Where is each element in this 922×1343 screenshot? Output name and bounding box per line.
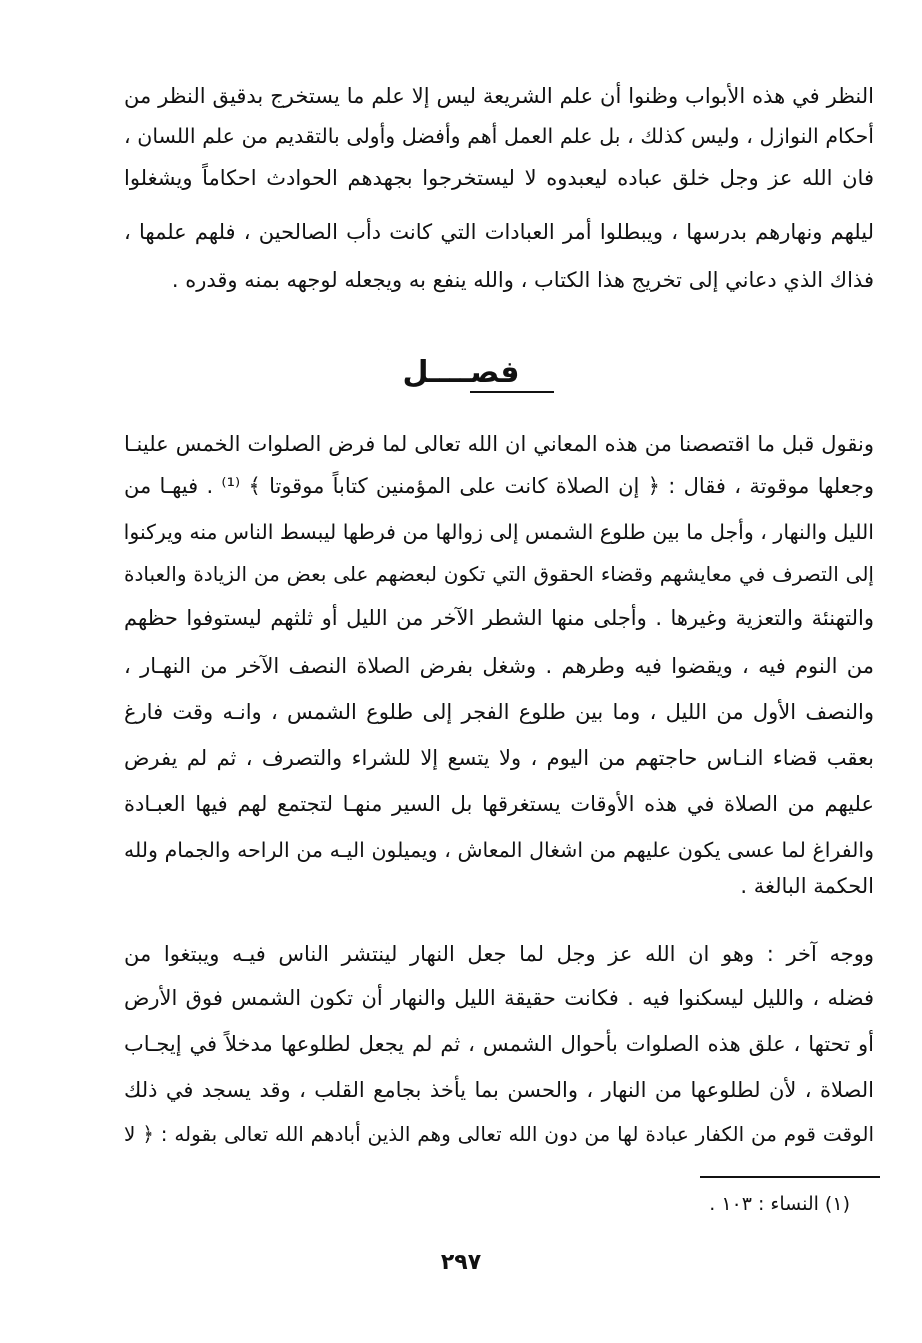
text-line: والتهنئة والتعزية وغيرها . وأجلى منها الشطر الآخر من الليل أو ثلثهم ليستوفوا حظهم	[124, 606, 874, 630]
text-line: أو تحتها ، علق هذه الصلوات بأحوال الشمس ، ثم لم يجعل لطلوعها مدخلاً في إيجـاب	[124, 1032, 874, 1056]
text-line: فذاك الذي دعاني إلى تخريج هذا الكتاب ، والله ينفع به ويجعله لوجهه بمنه وقدره .	[171, 268, 874, 292]
page-number: ٢٩٧	[440, 1250, 482, 1275]
footnote: (١) النساء : ١٠٣ .	[709, 1193, 850, 1215]
text-line: الصلاة ، لأن لطلوعها من النهار ، والحسن بما يأخذ بجامع القلب ، وقد يسجد في ذلك	[124, 1078, 874, 1102]
text-line: من النوم فيه ، ويقضوا فيه وطرهم . وشغل بفرض الصلاة النصف الآخر من النهـار ،	[124, 654, 874, 678]
text-line: إلى التصرف في معايشهم وقضاء الحقوق التي تكون لبعضهم على بعض من الزيادة والعبادة	[124, 562, 874, 586]
text-line: النظر في هذه الأبواب وظنوا أن علم الشريعة ليس إلا علم ما يستخرج بدقيق النظر من	[124, 84, 874, 108]
text-line: بعقب قضاء النـاس حاجتهم من اليوم ، ولا يتسع إلا للشراء والتصرف ، ثم لم يفرض	[124, 746, 874, 770]
text-line: أحكام النوازل ، وليس كذلك ، بل علم العمل أهم وأفضل وأولى بالتقديم من علم اللسان ،	[124, 124, 874, 148]
text-line: الليل والنهار ، وأجل ما بين طلوع الشمس إلى زوالها من فرطها ليبسط الناس منه ويركنوا	[124, 520, 874, 544]
text-line: والنصف الأول من الليل ، وما بين طلوع الفجر إلى طلوع الشمس ، وانـه وقت فارغ	[124, 700, 874, 724]
text-line: الوقت قوم من الكفار عبادة لها من دون الله تعالى وهم الذين أبادهم الله تعالى بقوله : ﴿ لا	[124, 1122, 874, 1146]
footnote-rule	[700, 1176, 880, 1178]
text-line: ووجه آخر : وهو ان الله عز وجل لما جعل النهار لينتشر الناس فيـه ويبتغوا من	[124, 942, 874, 966]
text-line: وجعلها موقوتة ، فقال : ﴿ إن الصلاة كانت على المؤمنين كتاباً موقوتا ﴾ ⁽¹⁾ . فيهـا من	[124, 474, 874, 498]
text-line: والفراغ لما عسى يكون عليهم من اشغال المعاش ، ويميلون اليـه من الراحه والجمام ولله	[124, 838, 874, 862]
text-line: ونقول قبل ما اقتصصنا من هذه المعاني ان الله تعالى لما فرض الصلوات الخمس علينـا	[124, 432, 874, 456]
text-line: الحكمة البالغة .	[740, 874, 874, 898]
heading-underline	[470, 391, 554, 393]
text-line: عليهم من الصلاة في هذه الأوقات يستغرقها بل السير منهـا لتجتمع لهم فيها العبـادة	[124, 792, 874, 816]
text-line: ليلهم ونهارهم بدرسها ، ويبطلوا أمر العبادات التي كانت دأب الصالحين ، فلهم علمها ،	[124, 220, 874, 244]
section-heading: فصــــل	[402, 355, 520, 390]
text-line: فضله ، والليل ليسكنوا فيه . فكانت حقيقة الليل والنهار أن تكون الشمس فوق الأرض	[124, 986, 874, 1010]
text-line: فان الله عز وجل خلق عباده ليعبدوه لا ليستخرجوا بجهدهم الحوادث احكاماً ويشغلوا	[124, 166, 874, 190]
